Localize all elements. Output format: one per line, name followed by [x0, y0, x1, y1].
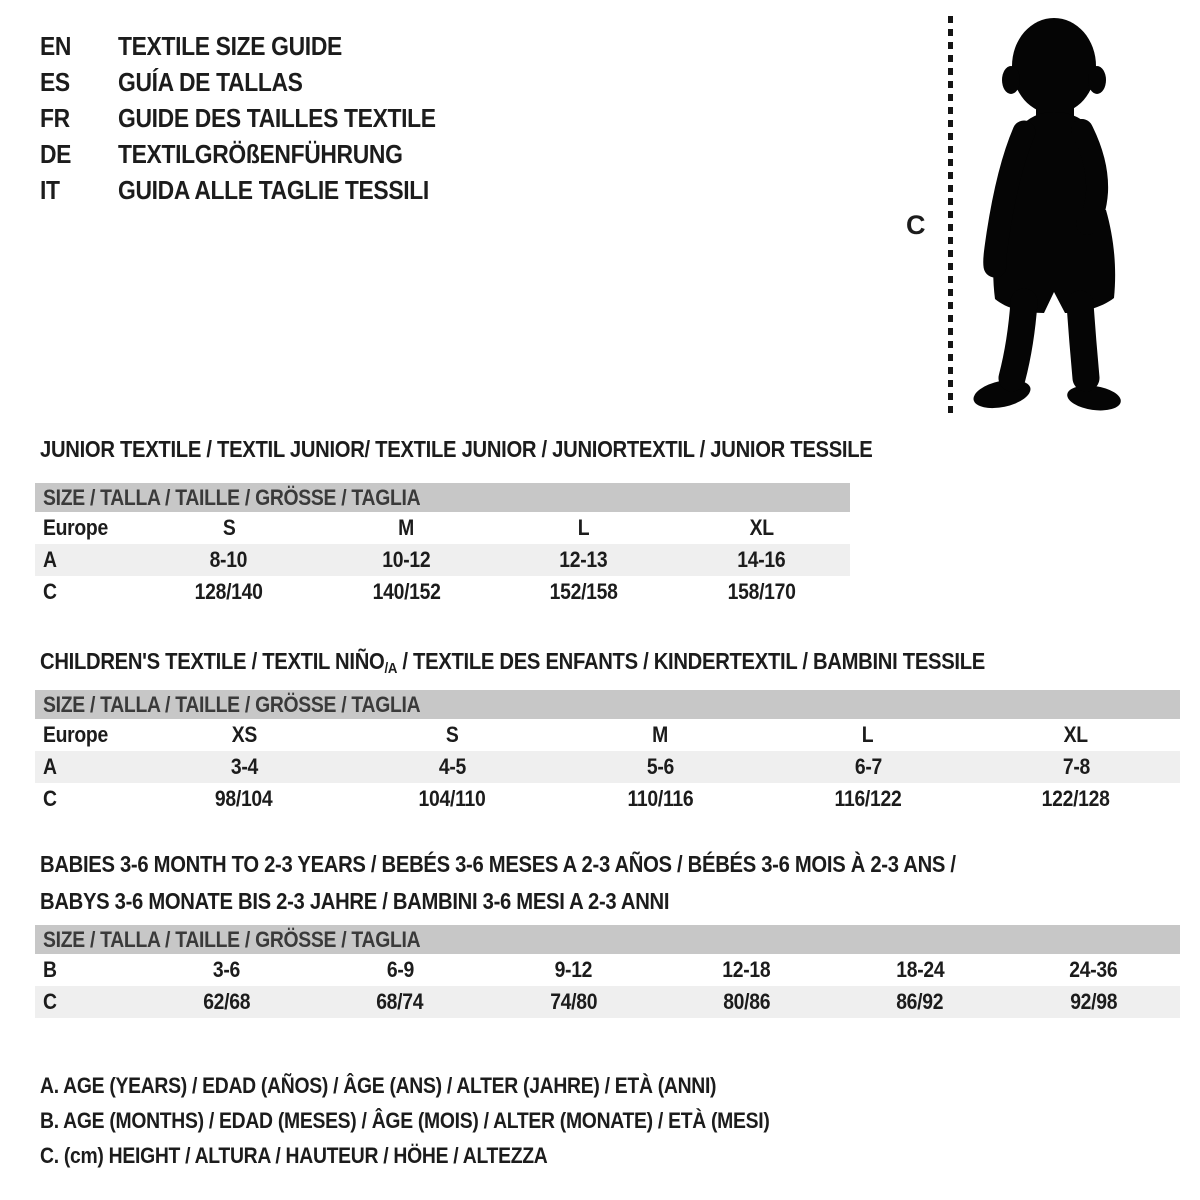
size-cell: 122/128: [1042, 786, 1110, 811]
size-cell: 24-36: [1069, 957, 1118, 982]
lang-title: TEXTILE SIZE GUIDE: [118, 31, 342, 61]
lang-row-es: [40, 64, 479, 100]
toddler-silhouette-icon: [960, 10, 1142, 420]
size-cell: 7-8: [1062, 754, 1090, 779]
size-cell: XL: [749, 515, 774, 540]
size-cell: 104/110: [418, 786, 486, 811]
lang-row-fr: [40, 100, 479, 136]
junior-row-c: [35, 576, 850, 608]
size-cell: S: [445, 722, 459, 747]
row-label: Europe: [43, 722, 108, 747]
row-label: C: [43, 579, 57, 604]
nino-a-subscript: /A: [384, 660, 398, 677]
row-label: B: [43, 957, 57, 982]
height-label-c: C: [906, 210, 926, 240]
babies-row-b: [35, 954, 1180, 986]
size-cell: 4-5: [438, 754, 466, 779]
junior-size-table: [35, 483, 850, 608]
lang-row-de: [40, 136, 479, 172]
row-label: C: [43, 989, 57, 1014]
size-cell: 14-16: [737, 547, 786, 572]
row-label: A: [43, 547, 57, 572]
legend-line-a: A. AGE (YEARS) / EDAD (AÑOS) / ÂGE (ANS) / ALTER (JAHRE) / ETÀ (ANNI): [40, 1073, 717, 1098]
junior-row-europe: [35, 512, 850, 544]
lang-code: ES: [40, 67, 70, 97]
size-cell: 10-12: [382, 547, 431, 572]
size-cell: 98/104: [215, 786, 273, 811]
size-cell: 6-7: [854, 754, 882, 779]
children-section-title: [40, 648, 1114, 682]
size-cell: 110/116: [627, 786, 693, 811]
lang-title: GUÍA DE TALLAS: [118, 67, 303, 97]
children-size-table: [35, 690, 1180, 815]
lang-row-it: [40, 172, 479, 208]
row-label: Europe: [43, 515, 108, 540]
size-cell: M: [652, 722, 668, 747]
size-cell: M: [398, 515, 415, 540]
size-cell: 92/98: [1069, 989, 1117, 1014]
lang-title: GUIDA ALLE TAGLIE TESSILI: [118, 175, 429, 205]
babies-section-title: [40, 846, 1081, 920]
lang-row-en: [40, 28, 479, 64]
children-row-c: [35, 783, 1180, 815]
babies-title-line2: BABYS 3-6 MONATE BIS 2-3 JAHRE / BAMBINI 3-6 MESI A 2-3 ANNI: [40, 888, 670, 914]
babies-row-c: [35, 986, 1180, 1018]
legend-line-b: B. AGE (MONTHS) / EDAD (MESES) / ÂGE (MOIS) / ALTER (MONATE) / ETÀ (MESI): [40, 1108, 770, 1133]
babies-table-header: [35, 925, 1180, 954]
size-cell: XS: [231, 722, 257, 747]
row-label: C: [43, 786, 57, 811]
size-cell: 140/152: [372, 579, 441, 604]
children-row-europe: [35, 719, 1180, 751]
height-dashed-line: [948, 16, 953, 418]
lang-title: TEXTILGRÖßENFÜHRUNG: [118, 139, 403, 169]
size-cell: 9-12: [554, 957, 593, 982]
lang-code: FR: [40, 103, 70, 133]
size-cell: 12-18: [722, 957, 771, 982]
size-cell: 80/86: [723, 989, 771, 1014]
children-section-title-text: CHILDREN'S TEXTILE / TEXTIL NIÑO/A / TEXTILE DES ENFANTS / KINDERTEXTIL / BAMBINI TESSILE: [40, 648, 985, 677]
legend: [40, 1068, 869, 1173]
size-cell: 62/68: [203, 989, 251, 1014]
size-cell: 6-9: [386, 957, 414, 982]
babies-size-table: [35, 925, 1180, 1018]
size-cell: 86/92: [896, 989, 944, 1014]
size-cell: 152/158: [549, 579, 618, 604]
size-cell: S: [222, 515, 236, 540]
size-cell: 3-4: [230, 754, 258, 779]
size-cell: 18-24: [895, 957, 945, 982]
size-cell: L: [862, 722, 874, 747]
junior-row-a: [35, 544, 850, 576]
size-cell: 8-10: [209, 547, 248, 572]
size-cell: 74/80: [549, 989, 597, 1014]
legend-line-c: C. (cm) HEIGHT / ALTURA / HAUTEUR / HÖHE / ALTEZZA: [40, 1143, 548, 1168]
lang-code: IT: [40, 175, 60, 205]
size-cell: 158/170: [727, 579, 796, 604]
size-cell: L: [577, 515, 590, 540]
children-table-header: [35, 690, 1180, 719]
babies-title-line1: BABIES 3-6 MONTH TO 2-3 YEARS / BEBÉS 3-6 MESES A 2-3 AÑOS / BÉBÉS 3-6 MOIS À 2-3 ANS /: [40, 851, 956, 877]
size-cell: 116/122: [834, 786, 902, 811]
size-cell: 5-6: [646, 754, 674, 779]
junior-section-title: [40, 436, 986, 462]
junior-section-title-text: JUNIOR TEXTILE / TEXTIL JUNIOR/ TEXTILE JUNIOR / JUNIORTEXTIL / JUNIOR TESSILE: [40, 436, 873, 462]
size-cell: 12-13: [559, 547, 608, 572]
language-header: [40, 28, 479, 208]
lang-code: EN: [40, 31, 72, 61]
junior-table-header-text: SIZE / TALLA / TAILLE / GRÖSSE / TAGLIA: [43, 485, 421, 510]
lang-title: GUIDE DES TAILLES TEXTILE: [118, 103, 436, 133]
row-label: A: [43, 754, 57, 779]
children-row-a: [35, 751, 1180, 783]
children-table-header-text: SIZE / TALLA / TAILLE / GRÖSSE / TAGLIA: [43, 692, 421, 717]
size-cell: XL: [1063, 722, 1089, 747]
junior-table-header: [35, 483, 850, 512]
lang-code: DE: [40, 139, 72, 169]
size-cell: 128/140: [194, 579, 263, 604]
size-cell: 3-6: [213, 957, 241, 982]
size-cell: 68/74: [376, 989, 424, 1014]
babies-table-header-text: SIZE / TALLA / TAILLE / GRÖSSE / TAGLIA: [43, 927, 421, 952]
